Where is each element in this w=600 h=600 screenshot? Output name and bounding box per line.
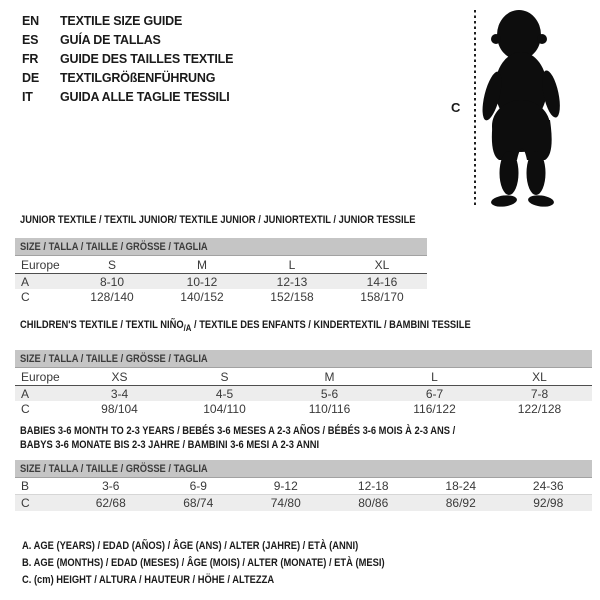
lang-label: TEXTILGRÖßENFÜHRUNG: [60, 71, 216, 85]
legend-line-a: [22, 538, 449, 555]
value-cell: 9-12: [273, 479, 298, 493]
table-row-a: [15, 386, 592, 401]
value-cell: 158/170: [360, 289, 404, 304]
size-cell: L: [288, 257, 296, 272]
value-cell: 98/104: [101, 401, 138, 416]
value-cell: 8-10: [99, 274, 125, 289]
legend-line-a-text: A. AGE (YEARS) / EDAD (AÑOS) / ÂGE (ANS) / ALTER (JAHRE) / ETÀ (ANNI): [22, 540, 359, 552]
row-label: C: [21, 496, 30, 510]
value-cell: 12-13: [276, 274, 308, 289]
legend-line-b-text: B. AGE (MONTHS) / EDAD (MESES) / ÂGE (MOIS) / ALTER (MONATE) / ETÀ (MESI): [22, 557, 385, 569]
size-cell: M: [197, 257, 207, 272]
lang-label: GUIDA ALLE TAGLIE TESSILI: [60, 90, 230, 104]
babies-table-title-line1: [20, 424, 592, 438]
size-header-bar: [15, 350, 592, 368]
size-cell: S: [107, 257, 116, 272]
table-row-c: [15, 495, 592, 511]
size-header-text: SIZE / TALLA / TAILLE / GRÖSSE / TAGLIA: [20, 463, 208, 475]
value-cell: 140/152: [180, 289, 224, 304]
legend-line-b: [22, 555, 449, 572]
size-cell: XS: [111, 369, 128, 384]
size-header-bar: [15, 460, 592, 478]
childrens-table-title-text: CHILDREN'S TEXTILE / TEXTIL $NIÑO_{/A}$ / TEXTILE DES ENFANTS / KINDERTEXTIL / BAMBINI TESSILE: [20, 319, 471, 334]
toddler-silhouette-image: [479, 8, 573, 210]
value-cell: 6-9: [189, 479, 207, 493]
value-cell: 5-6: [320, 386, 339, 401]
childrens-table-title: [20, 318, 592, 335]
language-title-list: [22, 12, 233, 107]
row-label: C: [21, 401, 30, 416]
size-cell: M: [324, 369, 335, 384]
value-cell: 6-7: [425, 386, 444, 401]
title-subscript: /A: [183, 323, 192, 334]
value-cell: 110/116: [308, 401, 351, 416]
value-cell: 24-36: [532, 479, 564, 493]
legend-line-c: [22, 572, 449, 589]
lang-code: DE: [22, 71, 39, 85]
lang-row-it: [22, 88, 233, 107]
value-cell: 122/128: [517, 401, 562, 416]
lang-code: ES: [22, 33, 39, 47]
lang-label: GUÍA DE TALLAS: [60, 33, 161, 47]
value-cell: 92/98: [533, 496, 564, 510]
babies-textile-table: [15, 424, 592, 511]
size-header-bar: [15, 238, 427, 256]
lang-code: EN: [22, 14, 39, 28]
row-label: B: [21, 479, 30, 493]
babies-table-title-line2: [20, 438, 592, 452]
lang-row-es: [22, 31, 233, 50]
lang-code: IT: [22, 90, 33, 104]
height-measure-dotted-line: [474, 10, 476, 208]
row-label: C: [21, 289, 30, 304]
lang-code: FR: [22, 52, 39, 66]
lang-row-fr: [22, 50, 233, 69]
value-cell: 14-16: [366, 274, 398, 289]
junior-textile-table: [15, 213, 427, 304]
value-cell: 68/74: [183, 496, 214, 510]
lang-label: TEXTILE SIZE GUIDE: [60, 14, 183, 28]
size-cell: XL: [374, 257, 390, 272]
measurement-legend: [22, 538, 449, 589]
value-cell: 116/122: [413, 401, 456, 416]
size-header-text: SIZE / TALLA / TAILLE / GRÖSSE / TAGLIA: [20, 241, 208, 253]
table-row-europe: [15, 256, 427, 274]
table-row-a: [15, 274, 427, 289]
table-row-c: [15, 289, 427, 304]
table-row-b: [15, 478, 592, 495]
value-cell: 74/80: [270, 496, 301, 510]
size-cell: S: [220, 369, 229, 384]
lang-row-de: [22, 69, 233, 88]
table-row-europe: [15, 368, 592, 386]
babies-table-title-line1-text: BABIES 3-6 MONTH TO 2-3 YEARS / BEBÉS 3-6 MESES A 2-3 AÑOS / BÉBÉS 3-6 MOIS À 2-3 ANS /: [20, 425, 456, 437]
size-header-text: SIZE / TALLA / TAILLE / GRÖSSE / TAGLIA: [20, 353, 208, 366]
value-cell: 10-12: [186, 274, 218, 289]
row-label: Europe: [21, 257, 60, 272]
value-cell: 128/140: [90, 289, 134, 304]
value-cell: 62/68: [95, 496, 126, 510]
size-cell: XL: [532, 369, 547, 384]
lang-row-en: [22, 12, 233, 31]
legend-line-c-text: C. (cm) HEIGHT / ALTURA / HAUTEUR / HÖHE / ALTEZZA: [22, 574, 275, 586]
table-row-c: [15, 401, 592, 416]
row-label: A: [21, 274, 30, 289]
row-label: Europe: [21, 369, 60, 384]
lang-label: GUIDE DES TAILLES TEXTILE: [60, 52, 234, 66]
junior-table-title: [20, 213, 427, 227]
value-cell: 3-6: [102, 479, 120, 493]
value-cell: 7-8: [530, 386, 549, 401]
value-cell: 86/92: [445, 496, 476, 510]
size-cell: L: [431, 369, 438, 384]
value-cell: 18-24: [445, 479, 477, 493]
row-label: A: [21, 386, 30, 401]
value-cell: 12-18: [357, 479, 389, 493]
value-cell: 4-5: [215, 386, 234, 401]
value-cell: 104/110: [203, 401, 246, 416]
babies-table-title-line2-text: BABYS 3-6 MONATE BIS 2-3 JAHRE / BAMBINI 3-6 MESI A 2-3 ANNI: [20, 439, 320, 451]
childrens-textile-table: [15, 318, 592, 416]
value-cell: 152/158: [270, 289, 314, 304]
junior-table-title-text: JUNIOR TEXTILE / TEXTIL JUNIOR/ TEXTILE JUNIOR / JUNIORTEXTIL / JUNIOR TESSILE: [20, 214, 416, 226]
height-measure-label: C: [451, 100, 461, 115]
value-cell: 3-4: [110, 386, 129, 401]
value-cell: 80/86: [358, 496, 389, 510]
